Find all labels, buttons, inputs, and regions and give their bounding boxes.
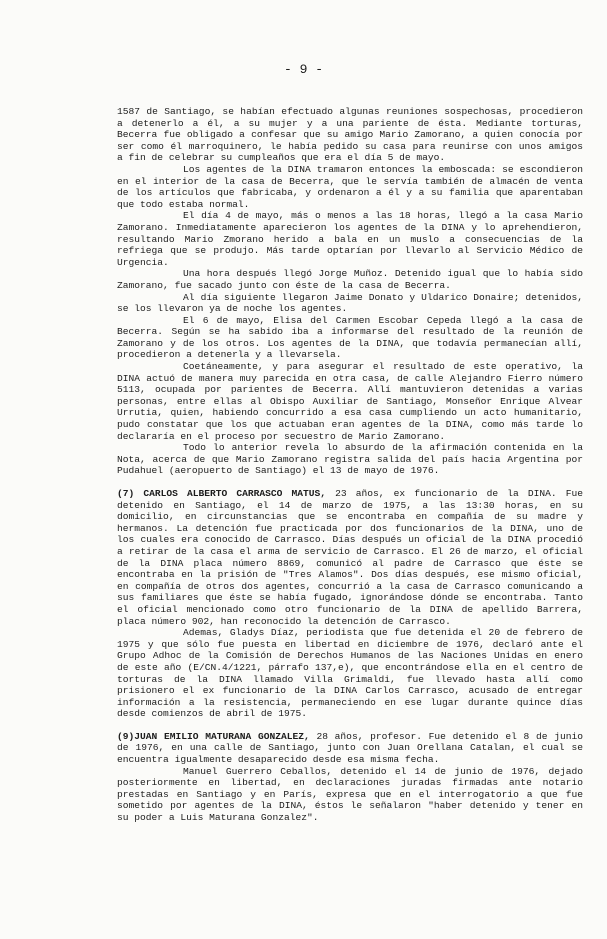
paragraph-text: 1587 de Santiago, se habían efectuado algunas reuniones sospechosas, procedieron a detenerlo a él, a su mujer y a una pariente de ésta. Mediante torturas, Becerra fue obligado a confesar que su amigo Mario Zamorano, a quien conocía por ser como él marroquinero, le había pedido su casa para reunirse con unos amigos a fin de celebrar su cumpleaños que era el día 5 de mayo. (117, 106, 583, 164)
paragraph-p4 (117, 268, 583, 291)
paragraph-text: Los agentes de la DINA tramaron entonces la emboscada: se escondieron en el interior de la casa de Becerra, que le servía también de almacén de venta de los artículos que fabricaba, y ordenaron a él y a su familia que aparentaban que todo estaba normal. (117, 163, 583, 210)
paragraph-p6 (117, 315, 583, 361)
paragraph-p11 (117, 731, 583, 766)
paragraph-p8 (117, 442, 583, 477)
paragraph-text: Manuel Guerrero Ceballos, detenido el 14 de junio de 1976, dejado posteriormente en libertad, en declaraciones juradas firmadas ante notario prestadas en Santiago y en París, expresa que en el interrogatorio a que fue sometido por agentes de la DINA, éstos le señalaron "haber detenido y tener en su poder a Luis Maturana Gonzalez". (117, 765, 583, 824)
paragraph-text: Ademas, Gladys Díaz, periodista que fue detenida el 20 de febrero de 1975 y que sólo fue puesta en libertad en diciembre de 1976, declaró ante el Grupo Adhoc de la Comisión de Derechos Humanos de las Naciones Unidas en enero de este año (E/CN.4/1221, párrafo 137,e), que encontrándose ella en el centro de torturas de la DINA llamado Villa Grimaldi, fue llevado hasta allí como prisionero el ex funcionario de la DINA Carlos Carrasco, acusado de entregar información a la resistencia, permaneciendo en ese lugar durante quince días desde comienzos de abril de 1975. (117, 627, 583, 720)
paragraph-text: El 6 de mayo, Elisa del Carmen Escobar Cepeda llegó a la casa de Becerra. Según se ha sabido iba a informarse del resultado de la reunión de Zamorano y de los otros. Los agentes de la DINA, que todavía permanecían allí, procedieron a detenerla y a llevarsela. (117, 314, 583, 361)
paragraph-p12 (117, 766, 583, 824)
paragraph-p3 (117, 210, 583, 268)
entry-heading: (7) CARLOS ALBERTO CARRASCO MATUS, (117, 488, 327, 499)
paragraph-p5 (117, 292, 583, 315)
paragraph-p7 (117, 361, 583, 442)
paragraph-text: El día 4 de mayo, más o menos a las 18 horas, llegó a la casa Mario Zamorano. Inmediatamente aparecieron los agentes de la DINA y lo aprehendieron, resultando Mario Zmorano herido a bala en un muslo a consecuencias de la refriega que se produjo. Más tarde optarían por llevarlo al Servicio Médico de Urgencia. (117, 210, 583, 268)
paragraph-p2 (117, 164, 583, 210)
paragraph-text: Todo lo anterior revela lo absurdo de la afirmación contenida en la Nota, acerca de que Mario Zamorano registra salida del país hacia Argentina por Pudahuel (aeropuerto de Santiago) el 13 de mayo de 1976. (117, 442, 583, 477)
paragraph-p9 (117, 488, 583, 627)
paragraph-text: Coetáneamente, y para asegurar el resultado de este operativo, la DINA actuó de manera muy parecida en otra casa, de calle Alejandro Fierro número 5113, ocupada por parientes de Becerra. Allí mantuvieron detenidas a varias personas, entre ellas al Obispo Auxiliar de Santiago, Monseñor Enrique Alvear Urrutia, quien, habiendo concurrido a esa casa cumpliendo un acto humanitario, pudo constatar que los que actuaban eran agentes de la DINA, como más tarde lo declararía en el proceso por secuestro de Mario Zamorano. (117, 361, 583, 442)
entry-heading: (9)JUAN EMILIO MATURANA GONZALEZ, (117, 730, 310, 742)
paragraph-p10 (117, 627, 583, 720)
page-number: - 9 - (283, 62, 323, 77)
paragraph-text: Una hora después llegó Jorge Muñoz. Detenido igual que lo había sido Zamorano, fue sacado junto con éste de la casa de Becerra. (117, 268, 583, 291)
paragraph-text: Al día siguiente llegaron Jaime Donato y Uldarico Donaire; detenidos, se los llevaron ya de noche los agentes. (117, 291, 583, 315)
document-body (117, 106, 583, 824)
paragraph-text: 28 años, profesor. Fue detenido el 8 de junio de 1976, en una calle de Santiago, junto con Juan Orellana Catalan, el cual se encuentra igualmente desaparecido desde esa misma fecha. (117, 730, 583, 766)
paragraph-text: 23 años, ex funcionario de la DINA. Fue detenido en Santiago, el 14 de marzo de 1975, a las 13:30 horas, en su domicilio, en circunstancias que se encontraba en compañía de su madre y hermanos. La detención fue practicada por dos funcionarios de la DINA, uno de los cuales era conocido de Carrasco. Días después un oficial de la DINA procedió a retirar de la casa el arma de servicio de Carrasco. El 26 de marzo, el oficial de la DINA placa número 8869, comunicó al padre de Carrasco que éste se encontraba en la prisión de "Tres Alamos". Dos días después, ese mismo oficial, en compañía de otros dos agentes, concurrió a la casa de Carrasco comunicando a sus familiares que éste se había fugado, ignorándose dónde se encontraba. Tanto el oficial mencionado como otro funcionario de la DINA de apellido Barrera, placa número 902, han reconocido la detención de Carrasco. (117, 488, 583, 627)
paragraph-p1 (117, 106, 583, 164)
